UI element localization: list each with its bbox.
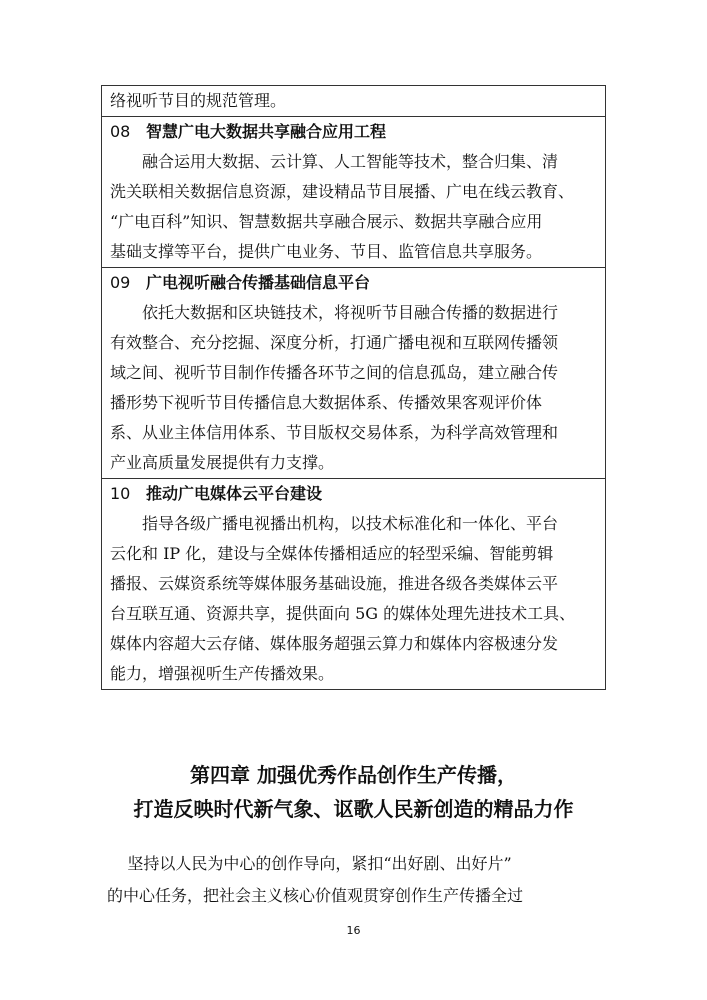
project-number: 10 xyxy=(110,484,131,503)
continuation-text: 络视听节目的规范管理。 xyxy=(110,91,287,110)
project-heading xyxy=(110,117,597,147)
project-body-line: 台互联互通、资源共享，提供面向 5G 的媒体处理先进技术工具、 xyxy=(110,604,576,623)
project-body-line: 播形势下视听节目传播信息大数据体系、传播效果客观评价体 xyxy=(110,393,543,412)
project-title: 智慧广电大数据共享融合应用工程 xyxy=(146,122,387,141)
project-body-line: 云化和 IP 化，建设与全媒体传播相适应的轻型采编、智能剪辑 xyxy=(110,544,554,563)
project-heading xyxy=(110,479,597,509)
project-body-line: “广电百科”知识、智慧数据共享融合展示、数据共享融合应用 xyxy=(110,212,543,231)
chapter-title-line1: 第四章 加强优秀作品创作生产传播， xyxy=(190,763,517,787)
projects-table xyxy=(101,85,606,690)
project-body-line: 融合运用大数据、云计算、人工智能等技术，整合归集、清 xyxy=(142,152,559,171)
table-row xyxy=(102,268,606,479)
table-row xyxy=(102,86,606,117)
project-body-line: 洗关联相关数据信息资源，建设精品节目展播、广电在线云教育、 xyxy=(110,182,575,201)
project-body-line: 系、从业主体信用体系、节目版权交易体系，为科学高效管理和 xyxy=(110,423,559,442)
project-body-line: 依托大数据和区块链技术，将视听节目融合传播的数据进行 xyxy=(142,303,559,322)
project-body-line: 有效整合、充分挖掘、深度分析，打通广播电视和互联网传播领 xyxy=(110,333,559,352)
chapter-title-line2: 打造反映时代新气象、讴歌人民新创造的精品力作 xyxy=(133,797,574,821)
project-title: 广电视听融合传播基础信息平台 xyxy=(146,273,371,292)
paragraph-line: 的中心任务，把社会主义核心价值观贯穿创作生产传播全过 xyxy=(107,886,524,905)
project-cell-09 xyxy=(102,268,606,479)
project-number: 08 xyxy=(110,122,131,141)
project-body-line: 基础支撑等平台，提供广电业务、节目、监管信息共享服务。 xyxy=(110,242,543,261)
project-cell-10 xyxy=(102,479,606,690)
paragraph-line: 坚持以人民为中心的创作导向，紧扣“出好剧、出好片” xyxy=(107,854,512,873)
project-title: 推动广电媒体云平台建设 xyxy=(146,484,323,503)
project-body-line: 播报、云媒资系统等媒体服务基础设施，推进各级各类媒体云平 xyxy=(110,574,559,593)
project-cell-08 xyxy=(102,117,606,268)
project-body-line: 媒体内容超大云存储、媒体服务超强云算力和媒体内容极速分发 xyxy=(110,634,559,653)
project-body-line: 产业高质量发展提供有力支撑。 xyxy=(110,453,335,472)
table-row xyxy=(102,479,606,690)
project-number: 09 xyxy=(110,273,131,292)
project-body-line: 指导各级广播电视播出机构，以技术标准化和一体化、平台 xyxy=(142,514,559,533)
project-body-line: 能力，增强视听生产传播效果。 xyxy=(110,664,335,683)
continuation-cell xyxy=(102,86,606,117)
table-row xyxy=(102,117,606,268)
project-body-line: 域之间、视听节目制作传播各环节之间的信息孤岛，建立融合传 xyxy=(110,363,559,382)
page-number: 16 xyxy=(346,924,361,937)
project-heading xyxy=(110,268,597,298)
